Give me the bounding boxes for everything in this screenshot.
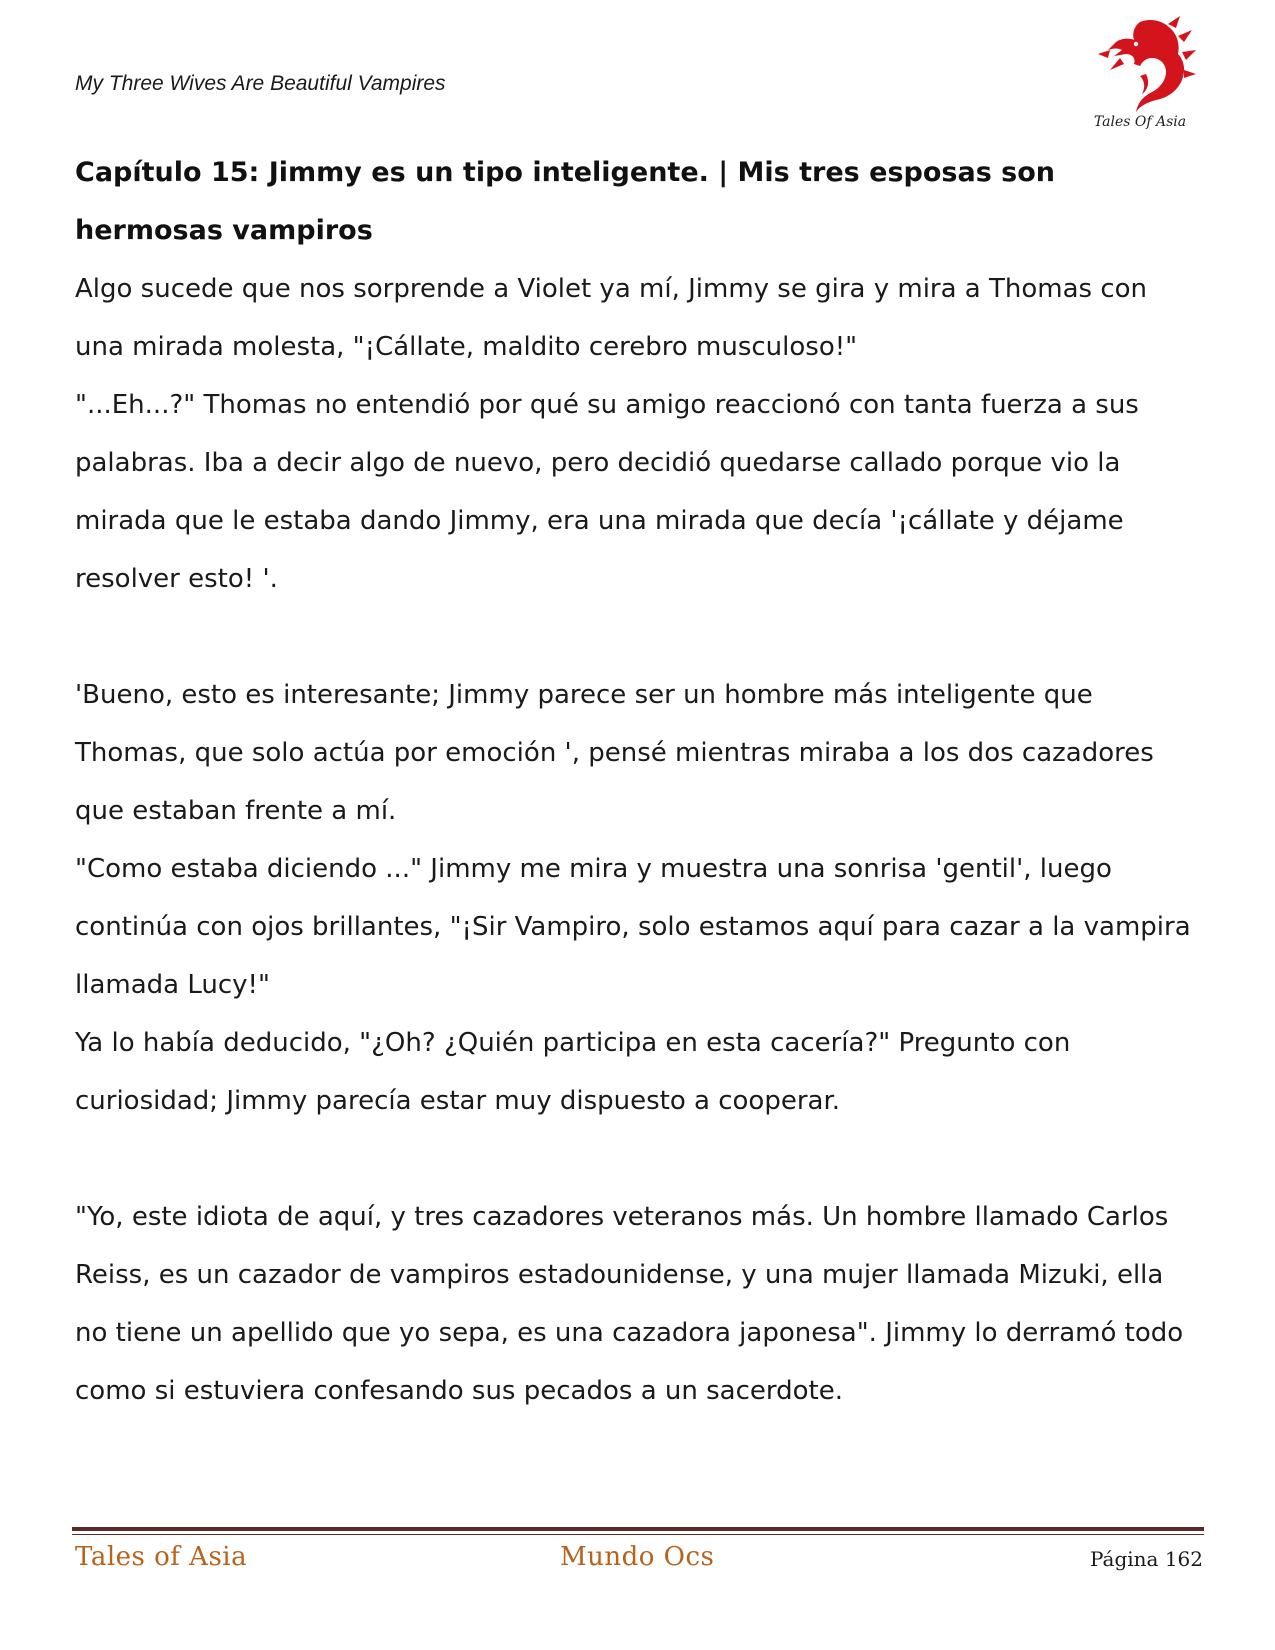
paragraph: "Yo, este idiota de aquí, y tres cazadores veteranos más. Un hombre llamado Carlos Reiss, es un cazador de vampiros estadounidense, y una mujer llamada Mizuki, ella no tiene un apellido que yo sepa, es una cazadora japonesa". Jimmy lo derramó todo como si estuviera confesando sus pecados a un sacerdote. [75,1202,1184,1406]
chapter-content [75,144,1200,1420]
paragraph: "...Eh...?" Thomas no entendió por qué su amigo reaccionó con tanta fuerza a sus palabras. Iba a decir algo de nuevo, pero decidió quedarse callado porque vio la mirada que le estaba dando Jimmy, era una mirada que decía '¡cállate y déjame resolver esto! '. [75,390,1139,594]
footer-divider-thin [72,1534,1204,1535]
paragraph: 'Bueno, esto es interesante; Jimmy parece ser un hombre más inteligente que Thomas, que solo actúa por emoción ', pensé mientras miraba a los dos cazadores que estaban frente a mí. [75,680,1154,826]
book-title: My Three Wives Are Beautiful Vampires [75,72,446,95]
chapter-title: Capítulo 15: Jimmy es un tipo inteligente. | Mis tres esposas son hermosas vampiros [75,157,1056,246]
logo-text: Tales Of Asia [1093,114,1187,130]
paragraph-spacer [75,1130,1200,1188]
paragraph-spacer [75,608,1200,666]
red-dragon-logo-icon [1080,14,1200,114]
footer-divider [72,1527,1204,1531]
tales-of-asia-logo [1080,14,1200,136]
paragraph: Algo sucede que nos sorprende a Violet ya mí, Jimmy se gira y mira a Thomas con una mirada molesta, "¡Cállate, maldito cerebro musculoso!" [75,274,1148,362]
page-number: Página 162 [1089,1547,1203,1571]
footer-publisher: Tales of Asia [75,1542,248,1572]
paragraph: "Como estaba diciendo ..." Jimmy me mira y muestra una sonrisa 'gentil', luego continúa con ojos brillantes, "¡Sir Vampiro, solo estamos aquí para cazar a la vampira llamada Lucy!" [75,854,1191,1000]
paragraph: Ya lo había deducido, "¿Oh? ¿Quién participa en esta cacería?" Pregunto con curiosidad; Jimmy parecía estar muy dispuesto a cooperar. [75,1028,1071,1116]
footer-site: Mundo Ocs [560,1542,715,1572]
